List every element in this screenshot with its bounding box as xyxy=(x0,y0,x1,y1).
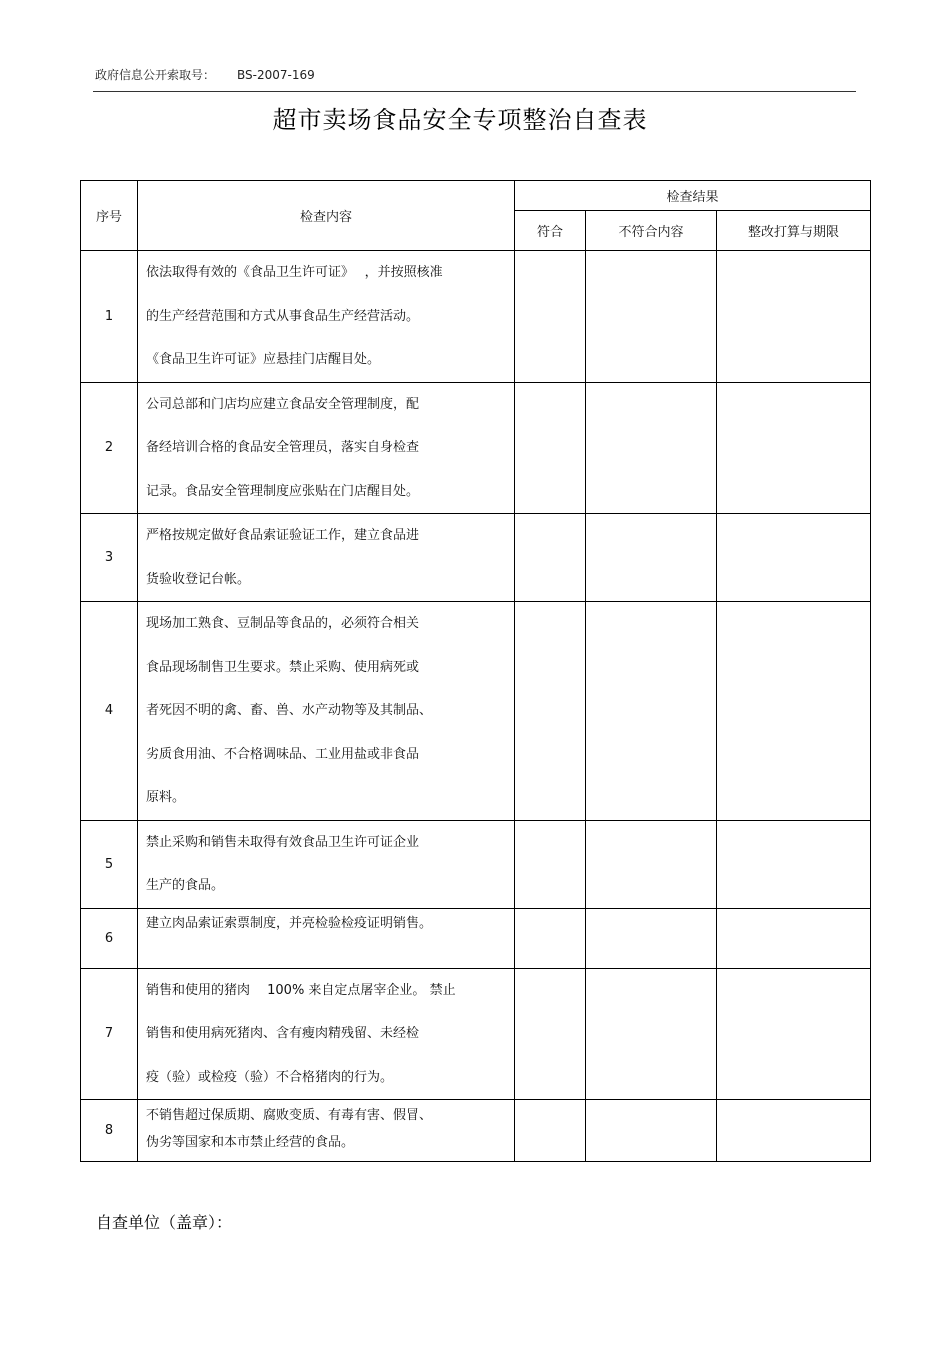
content-line: 严格按规定做好食品索证验证工作，建立食品进 xyxy=(146,528,420,543)
content-line: 不销售超过保质期、腐败变质、有毒有害、假冒、 xyxy=(146,1108,433,1123)
content-line: 依法取得有效的《食品卫生许可证》 ，并按照核准 xyxy=(146,265,443,280)
header-noncomply: 不符合内容 xyxy=(586,211,717,251)
content-line: 《食品卫生许可证》应悬挂门店醒目处。 xyxy=(146,352,381,367)
content-line: 现场加工熟食、豆制品等食品的，必须符合相关 xyxy=(146,616,420,631)
comply-cell[interactable] xyxy=(515,602,586,821)
row-content xyxy=(138,251,515,383)
self-check-table xyxy=(80,180,871,1162)
content-line: 货验收登记台帐。 xyxy=(146,571,251,587)
row-content xyxy=(138,1100,515,1162)
content-line: 公司总部和门店均应建立食品安全管理制度，配 xyxy=(146,396,420,412)
comply-cell[interactable] xyxy=(515,968,586,1100)
comply-cell[interactable] xyxy=(515,251,586,383)
table-row xyxy=(81,820,871,908)
content-line: 销售和使用病死猪肉、含有瘦肉精残留、未经检 xyxy=(146,1026,420,1041)
row-number: 4 xyxy=(81,602,138,821)
row-number: 2 xyxy=(81,382,138,514)
content-line: 禁止采购和销售未取得有效食品卫生许可证企业 xyxy=(146,834,420,850)
rectify-cell[interactable] xyxy=(717,251,871,383)
row-content xyxy=(138,968,515,1100)
content-line: 销售和使用的猪肉 100% 来自定点屠宰企业。 禁止 xyxy=(146,982,456,998)
page-title: 超市卖场食品安全专项整治自查表 xyxy=(272,106,648,134)
table-row xyxy=(81,602,871,821)
rectify-cell[interactable] xyxy=(717,908,871,968)
content-line: 劣质食用油、不合格调味品、工业用盐或非食品 xyxy=(146,746,420,762)
header-result: 检查结果 xyxy=(515,181,871,211)
table-row xyxy=(81,968,871,1100)
noncomply-cell[interactable] xyxy=(586,382,717,514)
content-line: 建立肉品索证索票制度，并亮检验检疫证明销售。 xyxy=(146,915,433,931)
header-no: 序号 xyxy=(81,181,138,251)
content-line: 食品现场制售卫生要求。禁止采购、使用病死或 xyxy=(146,659,420,675)
self-check-unit-label: 自查单位（盖章）： xyxy=(96,1213,233,1232)
table-row xyxy=(81,514,871,602)
noncomply-cell[interactable] xyxy=(586,251,717,383)
rectify-cell[interactable] xyxy=(717,514,871,602)
row-content xyxy=(138,908,515,968)
content-line: 的生产经营范围和方式从事食品生产经营活动。 xyxy=(146,308,420,324)
rectify-cell[interactable] xyxy=(717,968,871,1100)
content-line: 记录。食品安全管理制度应张贴在门店醒目处。 xyxy=(146,483,420,499)
header-divider xyxy=(93,91,856,92)
comply-cell[interactable] xyxy=(515,908,586,968)
row-content xyxy=(138,820,515,908)
noncomply-cell[interactable] xyxy=(586,820,717,908)
comply-cell[interactable] xyxy=(515,382,586,514)
table-row xyxy=(81,908,871,968)
row-content xyxy=(138,514,515,602)
row-number: 3 xyxy=(81,514,138,602)
comply-cell[interactable] xyxy=(515,1100,586,1162)
rectify-cell[interactable] xyxy=(717,1100,871,1162)
row-content xyxy=(138,382,515,514)
row-number: 8 xyxy=(81,1100,138,1162)
row-number: 5 xyxy=(81,820,138,908)
header-content: 检查内容 xyxy=(138,181,515,251)
content-line: 原料。 xyxy=(146,790,186,805)
rectify-cell[interactable] xyxy=(717,602,871,821)
noncomply-cell[interactable] xyxy=(586,908,717,968)
header-comply: 符合 xyxy=(515,211,586,251)
noncomply-cell[interactable] xyxy=(586,514,717,602)
noncomply-cell[interactable] xyxy=(586,1100,717,1162)
row-number: 7 xyxy=(81,968,138,1100)
noncomply-cell[interactable] xyxy=(586,968,717,1100)
content-line: 疫（验）或检疫（验）不合格猪肉的行为。 xyxy=(146,1069,394,1085)
noncomply-cell[interactable] xyxy=(586,602,717,821)
header-rectify: 整改打算与期限 xyxy=(717,211,871,251)
comply-cell[interactable] xyxy=(515,514,586,602)
comply-cell[interactable] xyxy=(515,820,586,908)
row-number: 6 xyxy=(81,908,138,968)
rectify-cell[interactable] xyxy=(717,382,871,514)
table-row xyxy=(81,251,871,383)
document-header xyxy=(95,66,855,83)
row-content xyxy=(138,602,515,821)
rectify-cell[interactable] xyxy=(717,820,871,908)
content-line: 伪劣等国家和本市禁止经营的食品。 xyxy=(146,1135,355,1150)
table-row xyxy=(81,382,871,514)
content-line: 者死因不明的禽、畜、兽、水产动物等及其制品、 xyxy=(146,703,433,718)
row-number: 1 xyxy=(81,251,138,383)
table-header-row xyxy=(81,181,871,211)
content-line: 生产的食品。 xyxy=(146,878,225,893)
content-line: 备经培训合格的食品安全管理员，落实自身检查 xyxy=(146,440,420,455)
disclosure-code: BS-2007-169 xyxy=(237,68,315,82)
disclosure-label: 政府信息公开索取号： xyxy=(95,68,216,82)
table-row xyxy=(81,1100,871,1162)
